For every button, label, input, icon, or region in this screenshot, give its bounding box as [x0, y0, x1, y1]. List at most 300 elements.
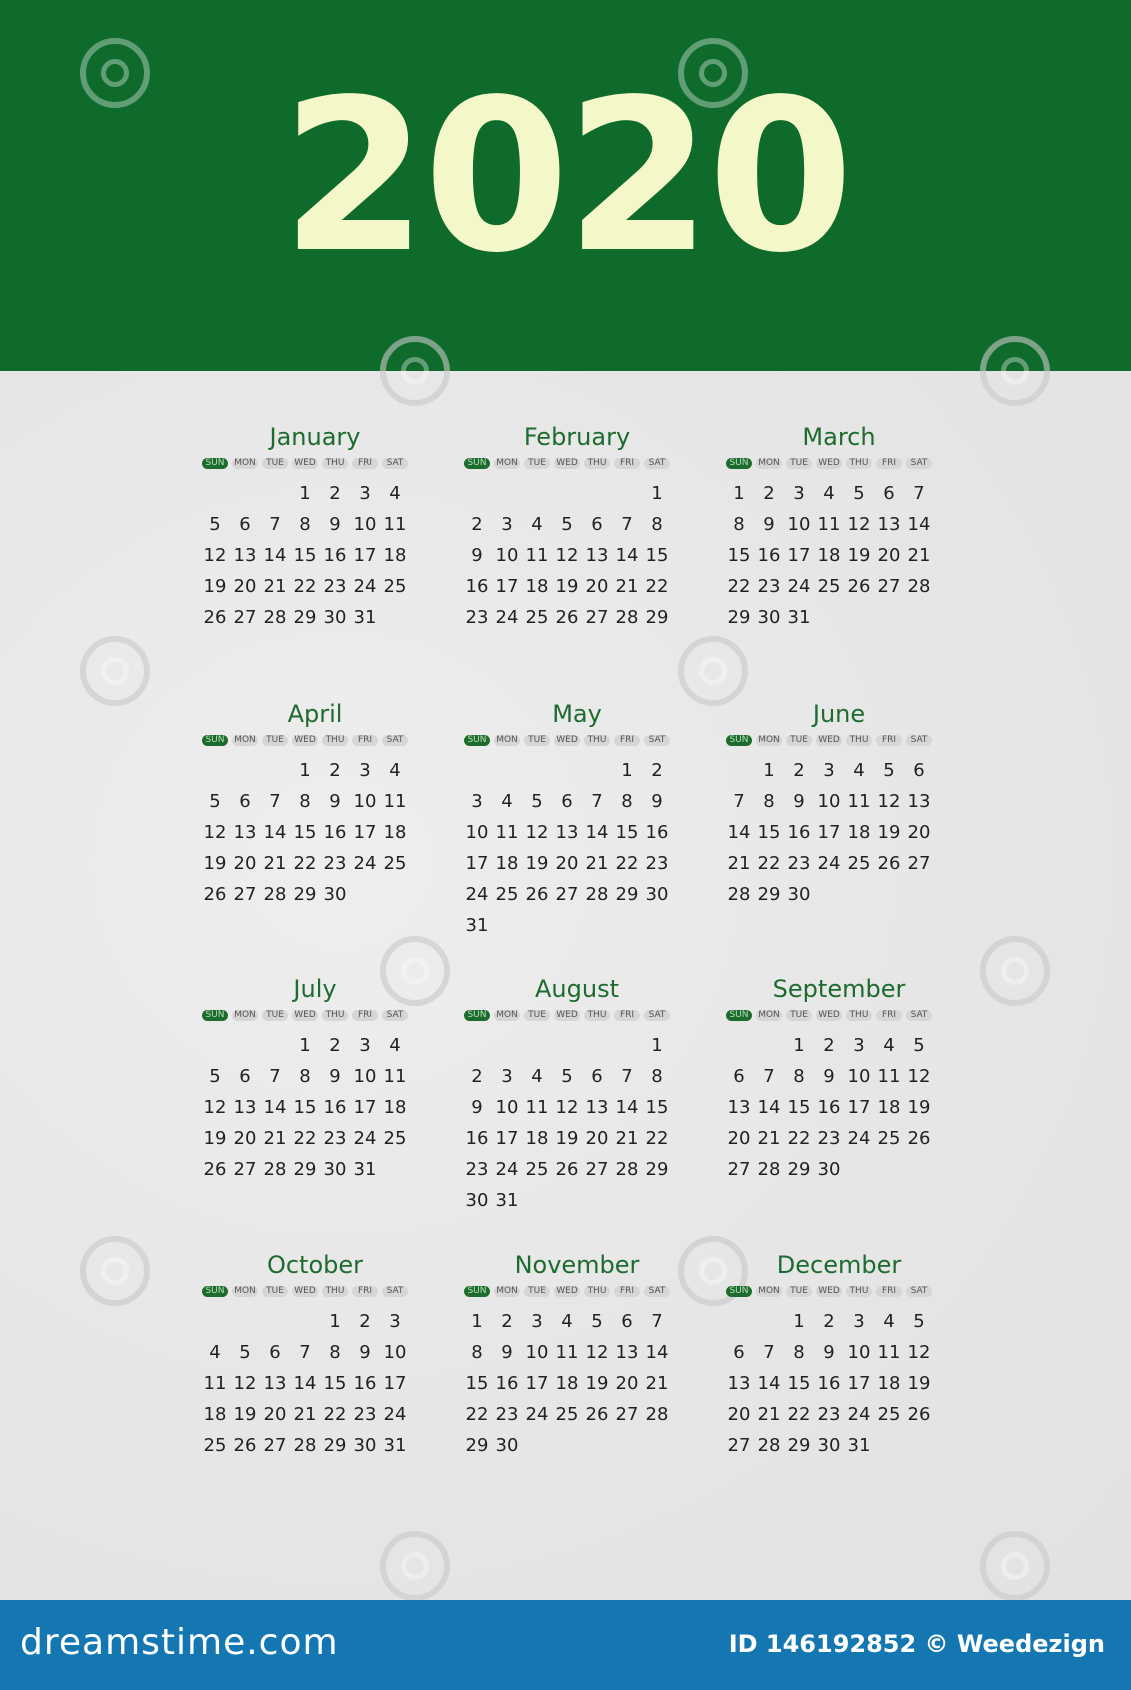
day-cell: 13 [233, 545, 257, 566]
weekday-label: THU [846, 1286, 872, 1297]
weekday-label: THU [584, 458, 610, 469]
empty-cell [582, 1030, 612, 1061]
weekday-label: SUN [464, 458, 490, 469]
day-cell: 11 [525, 545, 549, 566]
day-cell: 11 [383, 791, 407, 812]
day-cell: 23 [817, 1128, 841, 1149]
day-cell: 17 [465, 853, 489, 874]
day-cell: 4 [531, 1066, 543, 1087]
empty-cell [200, 755, 230, 786]
day-cell: 13 [585, 545, 609, 566]
day-cell: 21 [757, 1128, 781, 1149]
day-cell: 24 [353, 576, 377, 597]
day-cell: 23 [787, 853, 811, 874]
day-cell: 30 [495, 1435, 519, 1456]
day-cell: 25 [877, 1404, 901, 1425]
weekday-label: FRI [614, 735, 640, 746]
day-cell: 14 [757, 1097, 781, 1118]
weekday-label: TUE [262, 1010, 288, 1021]
brand-logo: dreamstime.com [20, 1622, 339, 1663]
day-cell: 11 [847, 791, 871, 812]
day-cell: 20 [233, 576, 257, 597]
empty-cell [260, 1306, 290, 1337]
day-cell: 11 [383, 514, 407, 535]
day-cell: 3 [531, 1311, 543, 1332]
day-cell: 7 [621, 1066, 633, 1087]
day-cell: 8 [793, 1066, 805, 1087]
day-cell: 20 [555, 853, 579, 874]
day-cell: 17 [847, 1097, 871, 1118]
weekday-label: FRI [614, 1010, 640, 1021]
day-cell: 19 [847, 545, 871, 566]
watermark-icon [980, 1531, 1050, 1601]
day-cell: 24 [465, 884, 489, 905]
day-cell: 6 [913, 760, 925, 781]
day-cell: 14 [757, 1373, 781, 1394]
day-cell: 5 [913, 1035, 925, 1056]
day-cell: 7 [269, 514, 281, 535]
day-cell: 22 [727, 576, 751, 597]
day-cell: 17 [353, 822, 377, 843]
day-cell: 28 [757, 1435, 781, 1456]
day-cell: 1 [793, 1311, 805, 1332]
day-cell: 18 [383, 1097, 407, 1118]
day-cell: 25 [817, 576, 841, 597]
day-cell: 1 [471, 1311, 483, 1332]
weekday-label: MON [232, 458, 258, 469]
weekday-label: MON [232, 735, 258, 746]
day-grid [200, 1030, 430, 1185]
day-cell: 9 [329, 791, 341, 812]
day-cell: 28 [757, 1159, 781, 1180]
day-cell: 10 [353, 791, 377, 812]
day-cell: 1 [621, 760, 633, 781]
day-cell: 19 [555, 576, 579, 597]
weekday-label: MON [494, 1010, 520, 1021]
weekday-label: TUE [786, 458, 812, 469]
weekday-label: SUN [202, 1286, 228, 1297]
day-cell: 28 [263, 884, 287, 905]
day-cell: 10 [847, 1342, 871, 1363]
day-cell: 17 [847, 1373, 871, 1394]
weekday-label: WED [816, 1286, 842, 1297]
empty-cell [260, 478, 290, 509]
day-cell: 27 [727, 1435, 751, 1456]
weekday-label: FRI [876, 1286, 902, 1297]
day-cell: 12 [847, 514, 871, 535]
day-cell: 14 [727, 822, 751, 843]
day-cell: 22 [645, 1128, 669, 1149]
weekday-label: SUN [726, 458, 752, 469]
day-cell: 14 [615, 545, 639, 566]
day-cell: 9 [823, 1066, 835, 1087]
day-cell: 22 [293, 853, 317, 874]
weekday-header [724, 1006, 954, 1024]
day-cell: 14 [263, 1097, 287, 1118]
day-cell: 1 [299, 1035, 311, 1056]
day-cell: 4 [389, 1035, 401, 1056]
day-grid [462, 755, 692, 941]
day-cell: 2 [763, 483, 775, 504]
watermark-icon [80, 1236, 150, 1306]
day-cell: 8 [299, 1066, 311, 1087]
day-cell: 10 [817, 791, 841, 812]
weekday-label: TUE [524, 458, 550, 469]
day-cell: 16 [323, 545, 347, 566]
day-cell: 18 [495, 853, 519, 874]
empty-cell [552, 1030, 582, 1061]
day-cell: 19 [233, 1404, 257, 1425]
watermark-icon [678, 38, 748, 108]
day-cell: 9 [651, 791, 663, 812]
watermark-icon [980, 336, 1050, 406]
day-cell: 3 [471, 791, 483, 812]
day-cell: 13 [555, 822, 579, 843]
day-cell: 24 [353, 853, 377, 874]
day-cell: 26 [555, 607, 579, 628]
day-cell: 18 [877, 1097, 901, 1118]
weekday-label: FRI [876, 458, 902, 469]
month-title: May [552, 700, 602, 728]
day-cell: 22 [293, 1128, 317, 1149]
day-cell: 11 [525, 1097, 549, 1118]
day-cell: 17 [383, 1373, 407, 1394]
day-cell: 7 [763, 1066, 775, 1087]
day-cell: 31 [847, 1435, 871, 1456]
day-cell: 29 [293, 884, 317, 905]
day-cell: 27 [727, 1159, 751, 1180]
empty-cell [724, 1306, 754, 1337]
weekday-header [200, 1006, 430, 1024]
day-cell: 10 [383, 1342, 407, 1363]
day-cell: 6 [239, 514, 251, 535]
day-cell: 9 [793, 791, 805, 812]
day-cell: 6 [591, 1066, 603, 1087]
weekday-label: SUN [464, 735, 490, 746]
empty-cell [260, 1030, 290, 1061]
day-cell: 3 [853, 1311, 865, 1332]
day-cell: 6 [239, 1066, 251, 1087]
day-cell: 12 [907, 1066, 931, 1087]
weekday-label: TUE [262, 1286, 288, 1297]
empty-cell [260, 755, 290, 786]
day-cell: 31 [495, 1190, 519, 1211]
day-cell: 6 [239, 791, 251, 812]
weekday-label: SUN [202, 735, 228, 746]
day-cell: 23 [817, 1404, 841, 1425]
day-cell: 9 [329, 1066, 341, 1087]
weekday-header [724, 731, 954, 749]
day-cell: 9 [471, 1097, 483, 1118]
empty-cell [492, 755, 522, 786]
day-cell: 8 [763, 791, 775, 812]
day-cell: 2 [471, 1066, 483, 1087]
day-cell: 14 [907, 514, 931, 535]
day-cell: 16 [757, 545, 781, 566]
day-cell: 24 [495, 607, 519, 628]
day-cell: 3 [359, 1035, 371, 1056]
empty-cell [612, 1030, 642, 1061]
day-cell: 27 [877, 576, 901, 597]
weekday-label: SAT [906, 458, 932, 469]
day-cell: 15 [293, 822, 317, 843]
day-cell: 29 [727, 607, 751, 628]
weekday-label: SAT [644, 1286, 670, 1297]
day-cell: 1 [329, 1311, 341, 1332]
weekday-header [200, 1282, 430, 1300]
day-cell: 28 [907, 576, 931, 597]
weekday-label: WED [816, 1010, 842, 1021]
image-credit: ID 146192852 © Weedezign [728, 1630, 1105, 1658]
day-cell: 21 [615, 576, 639, 597]
weekday-label: SUN [726, 735, 752, 746]
empty-cell [552, 755, 582, 786]
day-cell: 23 [645, 853, 669, 874]
weekday-label: SUN [202, 1010, 228, 1021]
day-cell: 20 [907, 822, 931, 843]
day-cell: 4 [883, 1035, 895, 1056]
watermark-icon [380, 336, 450, 406]
day-cell: 2 [501, 1311, 513, 1332]
weekday-label: FRI [876, 735, 902, 746]
day-cell: 11 [203, 1373, 227, 1394]
weekday-label: SAT [906, 735, 932, 746]
day-cell: 20 [585, 576, 609, 597]
day-cell: 15 [645, 545, 669, 566]
day-cell: 7 [591, 791, 603, 812]
day-cell: 20 [727, 1128, 751, 1149]
day-cell: 21 [263, 853, 287, 874]
day-cell: 26 [525, 884, 549, 905]
day-cell: 18 [847, 822, 871, 843]
weekday-label: WED [292, 458, 318, 469]
weekday-label: THU [322, 458, 348, 469]
weekday-label: MON [494, 458, 520, 469]
day-cell: 25 [383, 853, 407, 874]
day-cell: 21 [645, 1373, 669, 1394]
month-november [462, 1248, 692, 1461]
day-cell: 30 [817, 1159, 841, 1180]
day-cell: 1 [763, 760, 775, 781]
weekday-label: TUE [524, 1010, 550, 1021]
empty-cell [230, 1306, 260, 1337]
day-cell: 16 [353, 1373, 377, 1394]
day-cell: 10 [525, 1342, 549, 1363]
day-cell: 21 [907, 545, 931, 566]
day-cell: 30 [323, 884, 347, 905]
day-cell: 30 [323, 607, 347, 628]
day-cell: 20 [727, 1404, 751, 1425]
weekday-label: TUE [786, 735, 812, 746]
day-cell: 25 [383, 1128, 407, 1149]
day-cell: 14 [645, 1342, 669, 1363]
day-cell: 29 [787, 1435, 811, 1456]
day-cell: 16 [323, 1097, 347, 1118]
day-cell: 29 [293, 1159, 317, 1180]
day-cell: 28 [293, 1435, 317, 1456]
day-cell: 3 [359, 760, 371, 781]
day-cell: 10 [495, 545, 519, 566]
day-cell: 6 [621, 1311, 633, 1332]
weekday-label: MON [232, 1010, 258, 1021]
month-title: February [523, 423, 631, 451]
month-title: December [776, 1251, 902, 1279]
day-cell: 12 [203, 822, 227, 843]
weekday-label: WED [554, 1010, 580, 1021]
day-cell: 4 [883, 1311, 895, 1332]
day-cell: 31 [465, 915, 489, 936]
watermark-icon [380, 1531, 450, 1601]
day-cell: 7 [269, 1066, 281, 1087]
day-cell: 10 [847, 1066, 871, 1087]
day-cell: 23 [323, 1128, 347, 1149]
day-cell: 19 [877, 822, 901, 843]
weekday-label: FRI [352, 735, 378, 746]
day-cell: 27 [233, 607, 257, 628]
empty-cell [200, 1030, 230, 1061]
month-april [200, 697, 430, 910]
day-grid [724, 1306, 954, 1461]
day-cell: 4 [823, 483, 835, 504]
day-cell: 26 [203, 1159, 227, 1180]
day-cell: 22 [645, 576, 669, 597]
day-cell: 7 [763, 1342, 775, 1363]
day-cell: 9 [329, 514, 341, 535]
watermark-icon [80, 38, 150, 108]
weekday-label: WED [292, 1286, 318, 1297]
day-cell: 16 [817, 1097, 841, 1118]
day-cell: 18 [877, 1373, 901, 1394]
day-cell: 7 [733, 791, 745, 812]
weekday-label: FRI [352, 1286, 378, 1297]
day-cell: 5 [239, 1342, 251, 1363]
weekday-label: MON [756, 1010, 782, 1021]
weekday-label: SAT [382, 458, 408, 469]
weekday-label: SAT [644, 735, 670, 746]
day-cell: 16 [817, 1373, 841, 1394]
day-cell: 3 [389, 1311, 401, 1332]
day-cell: 29 [323, 1435, 347, 1456]
month-title: August [535, 975, 619, 1003]
day-cell: 29 [645, 607, 669, 628]
day-cell: 4 [389, 483, 401, 504]
day-cell: 21 [585, 853, 609, 874]
day-cell: 27 [233, 1159, 257, 1180]
day-cell: 18 [817, 545, 841, 566]
day-cell: 12 [585, 1342, 609, 1363]
day-cell: 25 [555, 1404, 579, 1425]
day-cell: 5 [591, 1311, 603, 1332]
month-march [724, 420, 954, 633]
day-grid [200, 755, 430, 910]
day-cell: 25 [495, 884, 519, 905]
day-cell: 7 [913, 483, 925, 504]
weekday-header [200, 454, 430, 472]
day-cell: 28 [615, 1159, 639, 1180]
day-cell: 31 [787, 607, 811, 628]
day-cell: 6 [733, 1066, 745, 1087]
weekday-label: MON [756, 735, 782, 746]
day-cell: 8 [621, 791, 633, 812]
day-cell: 17 [353, 1097, 377, 1118]
weekday-header [200, 731, 430, 749]
day-cell: 1 [651, 483, 663, 504]
weekday-header [724, 454, 954, 472]
day-cell: 18 [525, 576, 549, 597]
empty-cell [724, 1030, 754, 1061]
empty-cell [492, 478, 522, 509]
weekday-label: THU [846, 1010, 872, 1021]
day-cell: 1 [733, 483, 745, 504]
day-cell: 7 [651, 1311, 663, 1332]
month-title: September [772, 975, 906, 1003]
weekday-label: MON [756, 458, 782, 469]
weekday-label: MON [232, 1286, 258, 1297]
day-cell: 27 [555, 884, 579, 905]
weekday-label: FRI [352, 458, 378, 469]
weekday-label: FRI [614, 1286, 640, 1297]
month-title: October [266, 1251, 364, 1279]
day-cell: 11 [383, 1066, 407, 1087]
day-cell: 6 [269, 1342, 281, 1363]
month-title: April [287, 700, 343, 728]
day-cell: 12 [555, 1097, 579, 1118]
day-cell: 8 [651, 1066, 663, 1087]
day-cell: 8 [299, 514, 311, 535]
day-cell: 6 [591, 514, 603, 535]
day-cell: 20 [615, 1373, 639, 1394]
weekday-label: FRI [876, 1010, 902, 1021]
day-cell: 19 [907, 1373, 931, 1394]
empty-cell [492, 1030, 522, 1061]
day-cell: 20 [263, 1404, 287, 1425]
day-cell: 13 [877, 514, 901, 535]
day-cell: 6 [561, 791, 573, 812]
day-grid [462, 478, 692, 633]
day-cell: 24 [847, 1128, 871, 1149]
day-cell: 28 [585, 884, 609, 905]
day-cell: 24 [787, 576, 811, 597]
day-cell: 8 [329, 1342, 341, 1363]
day-cell: 19 [203, 853, 227, 874]
day-cell: 8 [471, 1342, 483, 1363]
weekday-label: WED [554, 1286, 580, 1297]
empty-cell [200, 478, 230, 509]
day-cell: 11 [877, 1342, 901, 1363]
day-grid [724, 478, 954, 633]
day-cell: 16 [645, 822, 669, 843]
day-cell: 15 [787, 1373, 811, 1394]
month-december [724, 1248, 954, 1461]
day-cell: 3 [853, 1035, 865, 1056]
weekday-label: THU [322, 1286, 348, 1297]
weekday-label: SAT [644, 1010, 670, 1021]
day-cell: 4 [389, 760, 401, 781]
day-cell: 15 [615, 822, 639, 843]
empty-cell [462, 755, 492, 786]
day-cell: 19 [585, 1373, 609, 1394]
day-cell: 14 [263, 822, 287, 843]
day-cell: 31 [353, 1159, 377, 1180]
day-cell: 24 [495, 1159, 519, 1180]
weekday-label: THU [846, 735, 872, 746]
day-cell: 7 [621, 514, 633, 535]
day-cell: 3 [501, 514, 513, 535]
day-cell: 10 [353, 1066, 377, 1087]
day-cell: 15 [727, 545, 751, 566]
weekday-label: WED [554, 458, 580, 469]
day-cell: 4 [501, 791, 513, 812]
